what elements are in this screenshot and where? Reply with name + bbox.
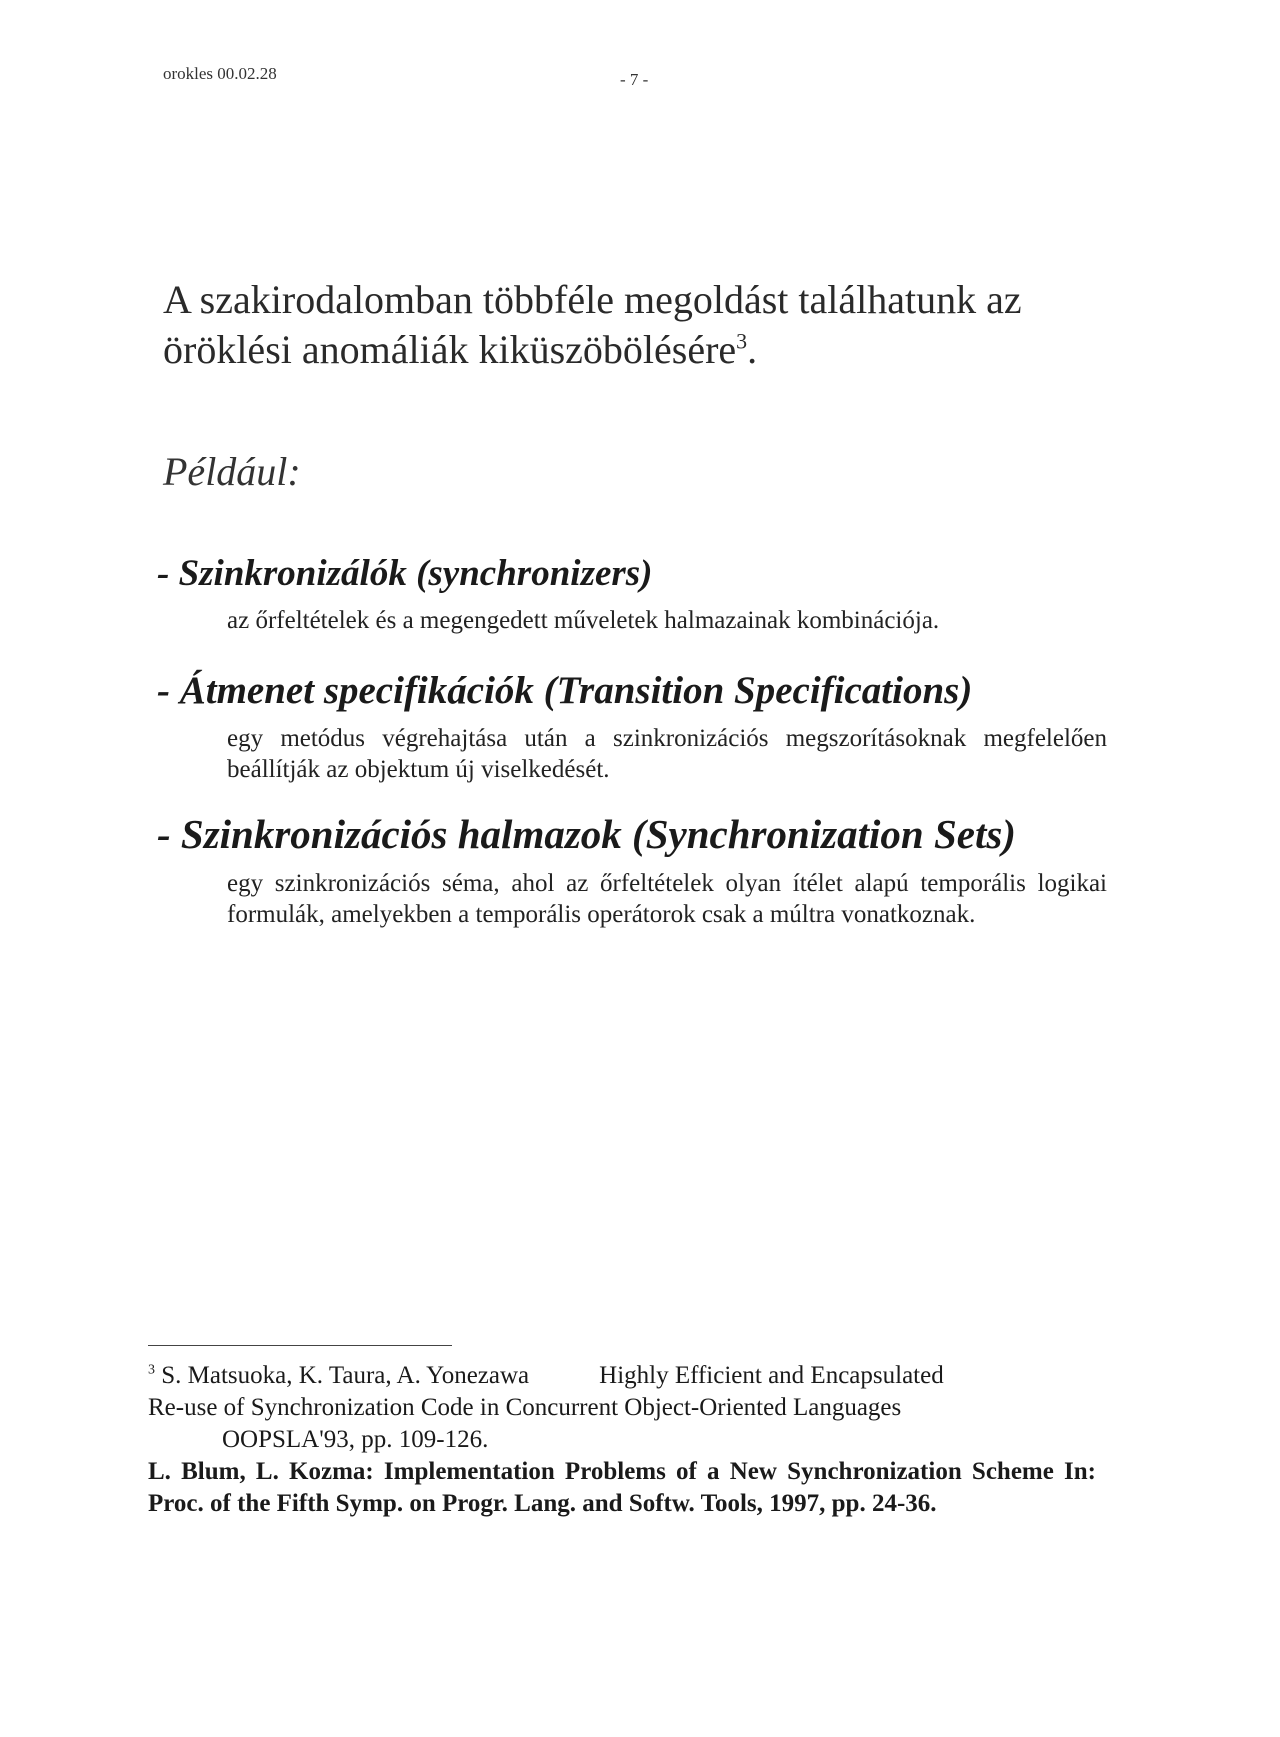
- list-item-title: - Átmenet specifikációk (Transition Specifications): [157, 669, 973, 712]
- intro-end: .: [747, 327, 758, 372]
- footnote-mark: 3: [148, 1362, 155, 1378]
- list-item-description: az őrfeltételek és a megengedett műveletek halmazainak kombinációja.: [227, 607, 940, 634]
- footnote-venue: OOPSLA'93, pp. 109-126.: [222, 1426, 489, 1453]
- example-heading: Például:: [163, 449, 301, 494]
- list-item-title: - Szinkronizálók (synchronizers): [157, 553, 653, 594]
- footnote-reference: 3: [736, 328, 748, 354]
- document-file-label: orokles 00.02.28: [163, 64, 277, 83]
- footnote-first-line: [148, 1360, 1096, 1392]
- list-item-synchronization-sets: [157, 810, 1107, 930]
- footnote-authors: S. Matsuoka, K. Taura, A. Yonezawa: [161, 1362, 530, 1389]
- intro-text: A szakirodalomban többféle megoldást találhatunk az öröklési anomáliák kiküszöbölésére: [163, 277, 1022, 372]
- footnote-title-end: Re-use of Synchronization Code in Concurrent Object-Oriented Languages: [148, 1394, 902, 1421]
- list-item-synchronizers: [157, 552, 1147, 636]
- footnote-second-reference: L. Blum, L. Kozma: Implementation Problems of a New Synchronization Scheme In: Proc. of the Fifth Symp. on Progr. Lang. and Softw. Tools, 1997, pp. 24-36.: [148, 1458, 1096, 1517]
- footnote-divider: [148, 1345, 452, 1346]
- list-item-title: - Szinkronizációs halmazok (Synchronization Sets): [157, 811, 1016, 857]
- page-number: - 7 -: [620, 70, 649, 89]
- list-item-description: egy szinkronizációs séma, ahol az őrfeltételek olyan ítélet alapú temporális logikai formulák, amelyekben a temporális operátorok csak a múltra vonatkoznak.: [227, 870, 1107, 928]
- intro-paragraph: [163, 275, 1123, 375]
- footnote-title-start: Highly Efficient and Encapsulated: [599, 1362, 944, 1389]
- list-item-description: egy metódus végrehajtása után a szinkronizációs megszorításoknak megfelelően beállítják az objektum új viselkedését.: [227, 725, 1107, 783]
- list-item-transition-specifications: [157, 668, 1107, 785]
- footnotes: [148, 1360, 1096, 1520]
